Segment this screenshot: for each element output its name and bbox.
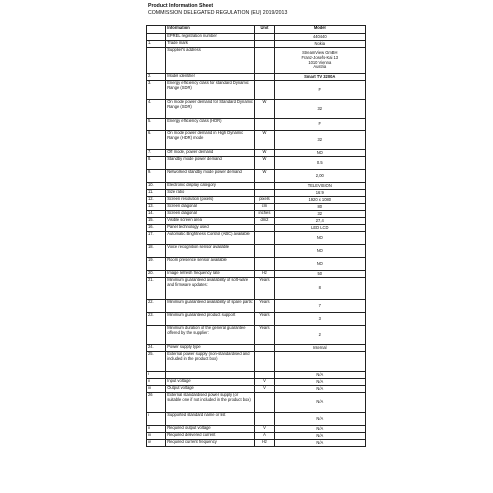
- row-model-value: 1920 x 1080: [274, 197, 365, 204]
- row-number: [147, 326, 166, 345]
- row-model-value: 3: [274, 313, 365, 326]
- table-row: [147, 34, 366, 41]
- table-row: [147, 379, 366, 386]
- row-number: 14.: [147, 211, 166, 218]
- row-information: Off mode, power demand: [166, 150, 255, 157]
- row-information: Screen diagonal: [166, 211, 255, 218]
- row-number: 1.: [147, 41, 166, 48]
- row-unit: W: [255, 150, 274, 157]
- row-unit: [255, 119, 274, 131]
- row-unit: pixels: [255, 197, 274, 204]
- row-model-value: N/A: [274, 379, 365, 386]
- table-row: [147, 372, 366, 379]
- table-row: [147, 258, 366, 271]
- table-row: [147, 157, 366, 170]
- row-model-value: 32: [274, 131, 365, 150]
- row-unit: dm2: [255, 218, 274, 225]
- table-row: [147, 245, 366, 258]
- row-number: [147, 48, 166, 74]
- row-unit: V: [255, 379, 274, 386]
- row-model-value: N/A: [274, 440, 365, 447]
- row-information: [166, 372, 255, 379]
- row-number: 9.: [147, 170, 166, 183]
- row-number: 19.: [147, 258, 166, 271]
- row-number: 17.: [147, 232, 166, 245]
- row-unit: [255, 183, 274, 190]
- row-model-value: N/A: [274, 393, 365, 413]
- row-unit: inches: [255, 211, 274, 218]
- table-row: [147, 433, 366, 440]
- row-unit: W: [255, 131, 274, 150]
- table-row: [147, 81, 366, 100]
- row-unit: W: [255, 170, 274, 183]
- table-row: [147, 190, 366, 197]
- row-unit: W: [255, 157, 274, 170]
- row-model-value: 8: [274, 278, 365, 300]
- row-model-value: N/A: [274, 372, 365, 379]
- row-information: Input voltage: [166, 379, 255, 386]
- row-number: 11.: [147, 190, 166, 197]
- table-row: [147, 278, 366, 300]
- row-model-value: N/A: [274, 386, 365, 393]
- table-row: [147, 183, 366, 190]
- row-unit: [255, 225, 274, 232]
- row-unit: [255, 345, 274, 352]
- row-number: 18.: [147, 245, 166, 258]
- row-unit: [255, 393, 274, 413]
- table-header-row: [147, 26, 366, 34]
- row-model-value: [274, 352, 365, 372]
- row-unit: [255, 74, 274, 81]
- row-information: Automatic Brightness Control (ABC) available: [166, 232, 255, 245]
- row-model-value: 2: [274, 326, 365, 345]
- row-number: 6.: [147, 131, 166, 150]
- row-unit: Hz: [255, 440, 274, 447]
- row-model-value: NO: [274, 258, 365, 271]
- row-number: ii: [147, 379, 166, 386]
- row-number: [147, 34, 166, 41]
- row-model-value: Smart TV 3200A: [274, 74, 365, 81]
- row-number: iii: [147, 433, 166, 440]
- row-model-value: TELEVISION: [274, 183, 365, 190]
- row-number: i: [147, 413, 166, 426]
- row-model-value: 80: [274, 204, 365, 211]
- row-model-value: 32: [274, 211, 365, 218]
- column-header: Information: [166, 26, 255, 34]
- row-number: 13.: [147, 204, 166, 211]
- table-row: [147, 197, 366, 204]
- row-information: Model identifier: [166, 74, 255, 81]
- row-model-value: N/A: [274, 433, 365, 440]
- row-information: Size ratio: [166, 190, 255, 197]
- table-row: [147, 48, 366, 74]
- table-row: [147, 232, 366, 245]
- table-row: [147, 326, 366, 345]
- row-information: Visible screen area: [166, 218, 255, 225]
- table-row: [147, 386, 366, 393]
- row-model-value: 50: [274, 271, 365, 278]
- row-model-value: 7: [274, 300, 365, 313]
- column-header: Unit: [255, 26, 274, 34]
- table-row: [147, 218, 366, 225]
- row-information: Output voltage: [166, 386, 255, 393]
- row-model-value: NO: [274, 245, 365, 258]
- row-information: Screen diagonal: [166, 204, 255, 211]
- row-unit: Years: [255, 278, 274, 300]
- row-number: 24.: [147, 345, 166, 352]
- row-model-value: N/A: [274, 426, 365, 433]
- row-information: On mode power demand for Standard Dynamic Range (SDR): [166, 100, 255, 119]
- row-information: Minimum guaranteed availability of soft-ware and firmware updates:: [166, 278, 255, 300]
- row-model-value: 440440: [274, 34, 365, 41]
- row-information: Required output voltage: [166, 426, 255, 433]
- row-model-value: Internal: [274, 345, 365, 352]
- table-row: [147, 131, 366, 150]
- table-row: [147, 170, 366, 183]
- row-model-value: Nokia: [274, 41, 365, 48]
- row-unit: [255, 352, 274, 372]
- table-row: [147, 119, 366, 131]
- row-number: iv: [147, 440, 166, 447]
- row-number: 26: [147, 393, 166, 413]
- row-information: Power supply type: [166, 345, 255, 352]
- row-number: 25.: [147, 352, 166, 372]
- row-information: Energy efficiency class for standard Dynamic Range (SDR): [166, 81, 255, 100]
- row-unit: A: [255, 433, 274, 440]
- row-information: External standardised power supply (or suitable one if not included in the product box): [166, 393, 255, 413]
- table-row: [147, 74, 366, 81]
- row-number: 20.: [147, 271, 166, 278]
- row-information: Voice recognition sensor available: [166, 245, 255, 258]
- row-information: External power supply (non-standardised and included in the product box): [166, 352, 255, 372]
- table-row: [147, 440, 366, 447]
- table-row: [147, 352, 366, 372]
- row-information: Image refresh frequency rate: [166, 271, 255, 278]
- row-information: EPREL registration number: [166, 34, 255, 41]
- row-number: 5.: [147, 119, 166, 131]
- column-header: [147, 26, 166, 34]
- row-unit: W: [255, 100, 274, 119]
- row-number: 7.: [147, 150, 166, 157]
- row-number: 3.: [147, 81, 166, 100]
- row-unit: Years: [255, 326, 274, 345]
- row-model-value: 16:9: [274, 190, 365, 197]
- row-model-value: N/A: [274, 413, 365, 426]
- row-information: Screen resolution (pixels): [166, 197, 255, 204]
- row-model-value: F: [274, 81, 365, 100]
- row-unit: cm: [255, 204, 274, 211]
- row-unit: [255, 258, 274, 271]
- row-model-value: 2,00: [274, 170, 365, 183]
- table-row: [147, 225, 366, 232]
- row-model-value: 32: [274, 100, 365, 119]
- row-number: 23.: [147, 313, 166, 326]
- row-information: Standby mode power demand: [166, 157, 255, 170]
- row-number: 12.: [147, 197, 166, 204]
- row-information: Electronic display category: [166, 183, 255, 190]
- row-unit: V: [255, 386, 274, 393]
- row-model-value: NO: [274, 150, 365, 157]
- column-header: Model: [274, 26, 365, 34]
- row-information: Trade mark: [166, 41, 255, 48]
- table-row: [147, 41, 366, 48]
- row-model-value: F: [274, 119, 365, 131]
- row-information: Room presence sensor available: [166, 258, 255, 271]
- row-unit: Years: [255, 300, 274, 313]
- row-unit: [255, 41, 274, 48]
- table-row: [147, 393, 366, 413]
- row-unit: [255, 413, 274, 426]
- row-unit: [255, 190, 274, 197]
- row-model-value: StreamView GmBH Franz-Josefs-Kai 13 1010 Vienna Austria: [274, 48, 365, 74]
- row-unit: V: [255, 426, 274, 433]
- row-unit: [255, 232, 274, 245]
- row-information: Supplier's address: [166, 48, 255, 74]
- row-number: 22.: [147, 300, 166, 313]
- row-information: Supported standard name or list: [166, 413, 255, 426]
- sheet-title: Product Information Sheet: [148, 3, 214, 9]
- row-unit: Hz: [255, 271, 274, 278]
- row-unit: [255, 245, 274, 258]
- table-row: [147, 204, 366, 211]
- table-row: [147, 313, 366, 326]
- row-unit: [255, 34, 274, 41]
- row-unit: Years: [255, 313, 274, 326]
- row-number: 8.: [147, 157, 166, 170]
- table-row: [147, 300, 366, 313]
- table-row: [147, 211, 366, 218]
- table-row: [147, 271, 366, 278]
- row-information: Minimum duration of the general guarantee offered by the supplier:: [166, 326, 255, 345]
- row-information: Minimum guaranteed availability of spare parts:: [166, 300, 255, 313]
- row-information: Minimum guaranteed product support: [166, 313, 255, 326]
- row-number: 16.: [147, 225, 166, 232]
- table-row: [147, 100, 366, 119]
- row-number: 21.: [147, 278, 166, 300]
- row-model-value: NO: [274, 232, 365, 245]
- row-number: 2.: [147, 74, 166, 81]
- row-information: Energy efficiency class (HDR): [166, 119, 255, 131]
- row-model-value: LED LCD: [274, 225, 365, 232]
- table-row: [147, 345, 366, 352]
- row-model-value: 0.5: [274, 157, 365, 170]
- row-information: On mode power demand in High Dynamic Range (HDR) mode: [166, 131, 255, 150]
- row-unit: [255, 48, 274, 74]
- row-unit: [255, 81, 274, 100]
- table-row: [147, 426, 366, 433]
- regulation-subtitle: COMMISSION DELEGATED REGULATION (EU) 2019/2013: [148, 10, 288, 16]
- row-information: Required current frequency: [166, 440, 255, 447]
- row-information: Required delivered current: [166, 433, 255, 440]
- row-number: i: [147, 372, 166, 379]
- table-row: [147, 413, 366, 426]
- table-row: [147, 150, 366, 157]
- row-model-value: 27,4: [274, 218, 365, 225]
- row-information: Networked standby mode power demand: [166, 170, 255, 183]
- row-unit: [255, 372, 274, 379]
- row-number: ii: [147, 426, 166, 433]
- row-information: Panel technology used: [166, 225, 255, 232]
- product-info-table: [146, 25, 366, 447]
- row-number: iii: [147, 386, 166, 393]
- row-number: 15.: [147, 218, 166, 225]
- row-number: 10.: [147, 183, 166, 190]
- row-number: 4.: [147, 100, 166, 119]
